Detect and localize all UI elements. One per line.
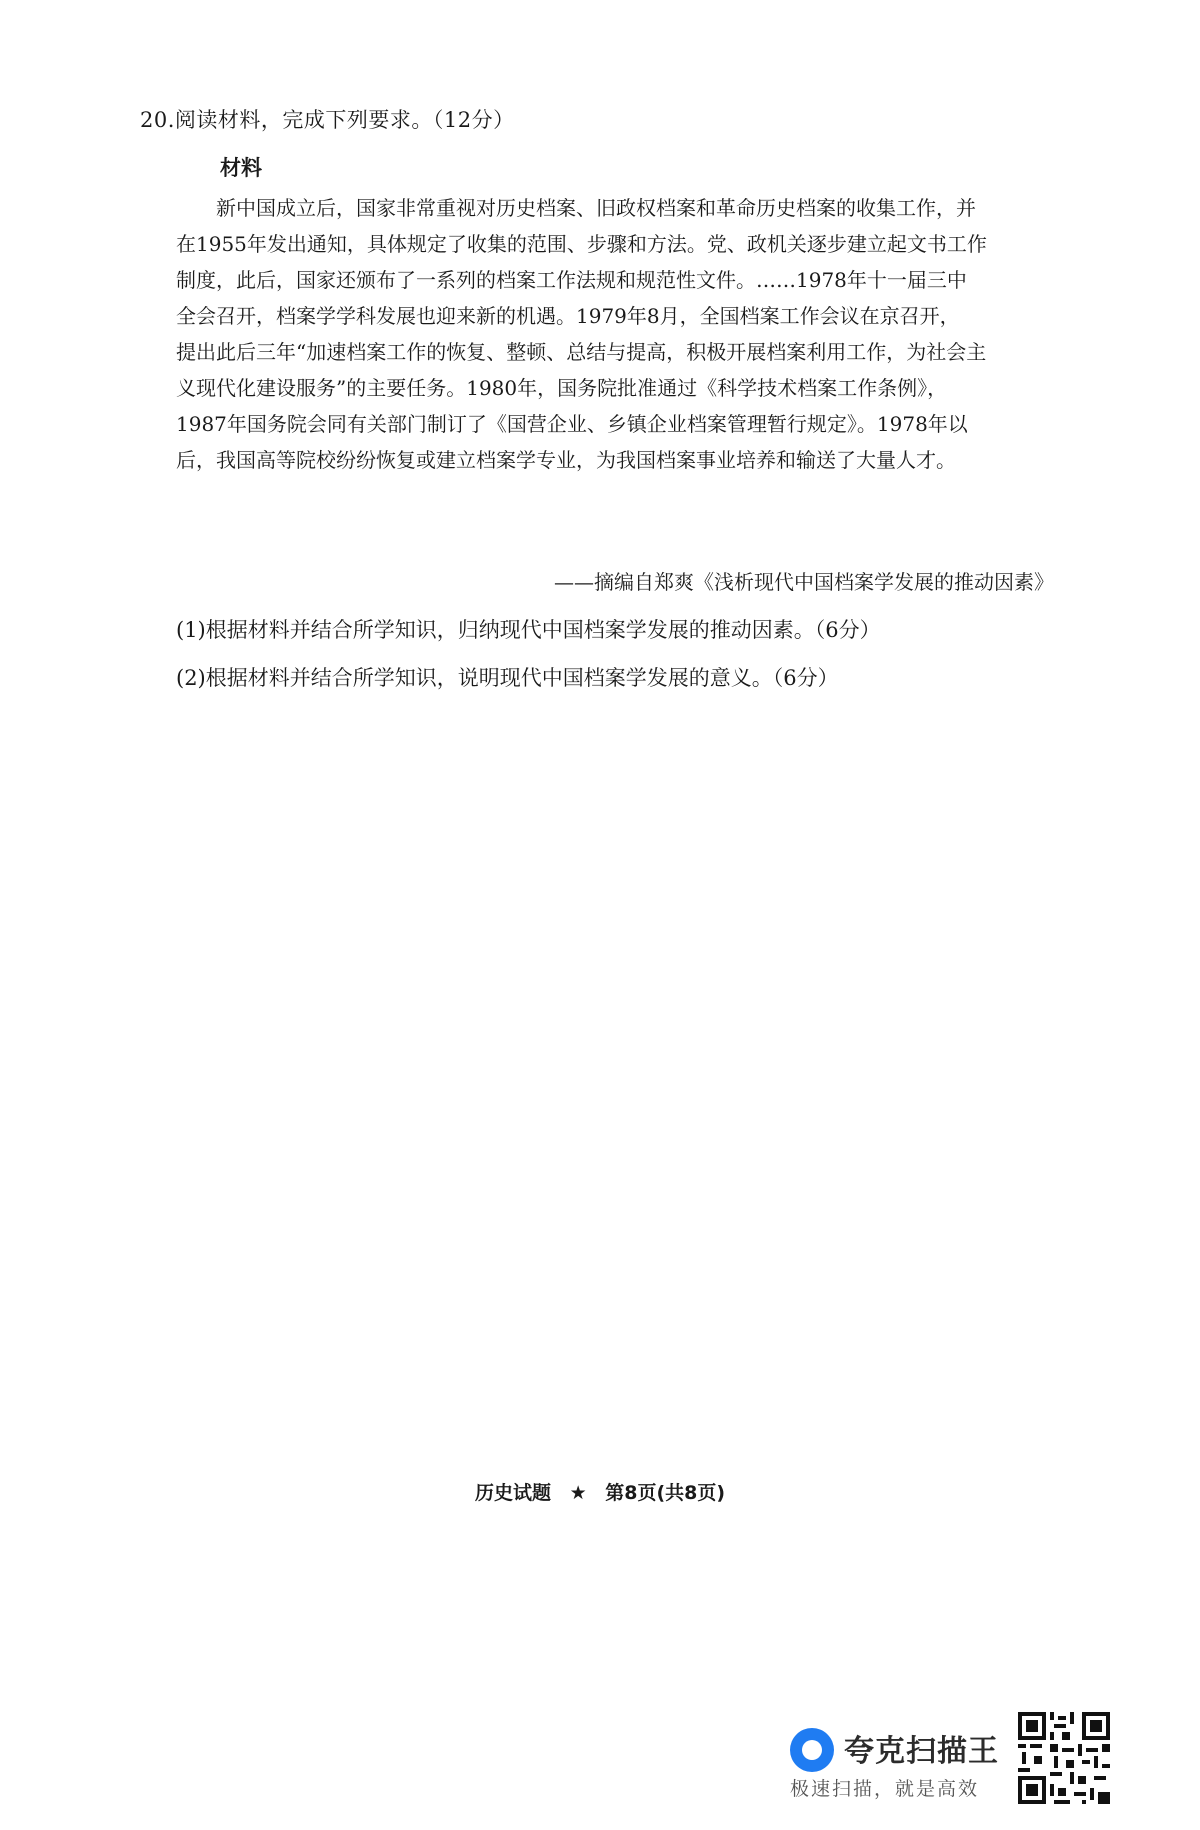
material-line: 在1955年发出通知，具体规定了收集的范围、步骤和方法。党、政机关逐步建立起文书工作 — [176, 232, 987, 256]
sub-question-2: (2)根据材料并结合所学知识，说明现代中国档案学发展的意义。（6分） — [176, 666, 839, 690]
material-source: ——摘编自郑爽《浅析现代中国档案学发展的推动因素》 — [554, 570, 1054, 594]
footer-subject: 历史试题 — [474, 1482, 551, 1504]
scanner-logo-icon — [790, 1728, 834, 1772]
material-line: 提出此后三年“加速档案工作的恢复、整顿、总结与提高，积极开展档案利用工作，为社会主 — [176, 340, 987, 364]
material-line: 新中国成立后，国家非常重视对历史档案、旧政权档案和革命历史档案的收集工作，并 — [216, 196, 976, 220]
material-label: 材料 — [220, 156, 262, 180]
material-line: 1987年国务院会同有关部门制订了《国营企业、乡镇企业档案管理暂行规定》。1978年以 — [176, 412, 968, 436]
material-line: 全会召开，档案学学科发展也迎来新的机遇。1979年8月，全国档案工作会议在京召开， — [176, 304, 960, 328]
footer-page-number: 第8页(共8页) — [605, 1482, 726, 1504]
material-paragraph — [176, 190, 1054, 478]
material-line: 义现代化建设服务”的主要任务。1980年，国务院批准通过《科学技术档案工作条例》， — [176, 376, 948, 400]
star-icon: ★ — [569, 1482, 587, 1504]
scanner-watermark — [790, 1712, 1110, 1812]
sub-question-1: (1)根据材料并结合所学知识，归纳现代中国档案学发展的推动因素。（6分） — [176, 618, 881, 642]
qr-code-icon — [1018, 1712, 1110, 1804]
question-title: 20.阅读材料，完成下列要求。（12分） — [140, 108, 515, 132]
scanner-app-name: 夸克扫描王 — [844, 1734, 999, 1769]
scanner-slogan: 极速扫描，就是高效 — [790, 1778, 980, 1800]
page-footer — [0, 1478, 1200, 1505]
material-line: 后，我国高等院校纷纷恢复或建立档案学专业，为我国档案事业培养和输送了大量人才。 — [176, 448, 956, 472]
material-line: 制度，此后，国家还颁布了一系列的档案工作法规和规范性文件。……1978年十一届三中 — [176, 268, 967, 292]
